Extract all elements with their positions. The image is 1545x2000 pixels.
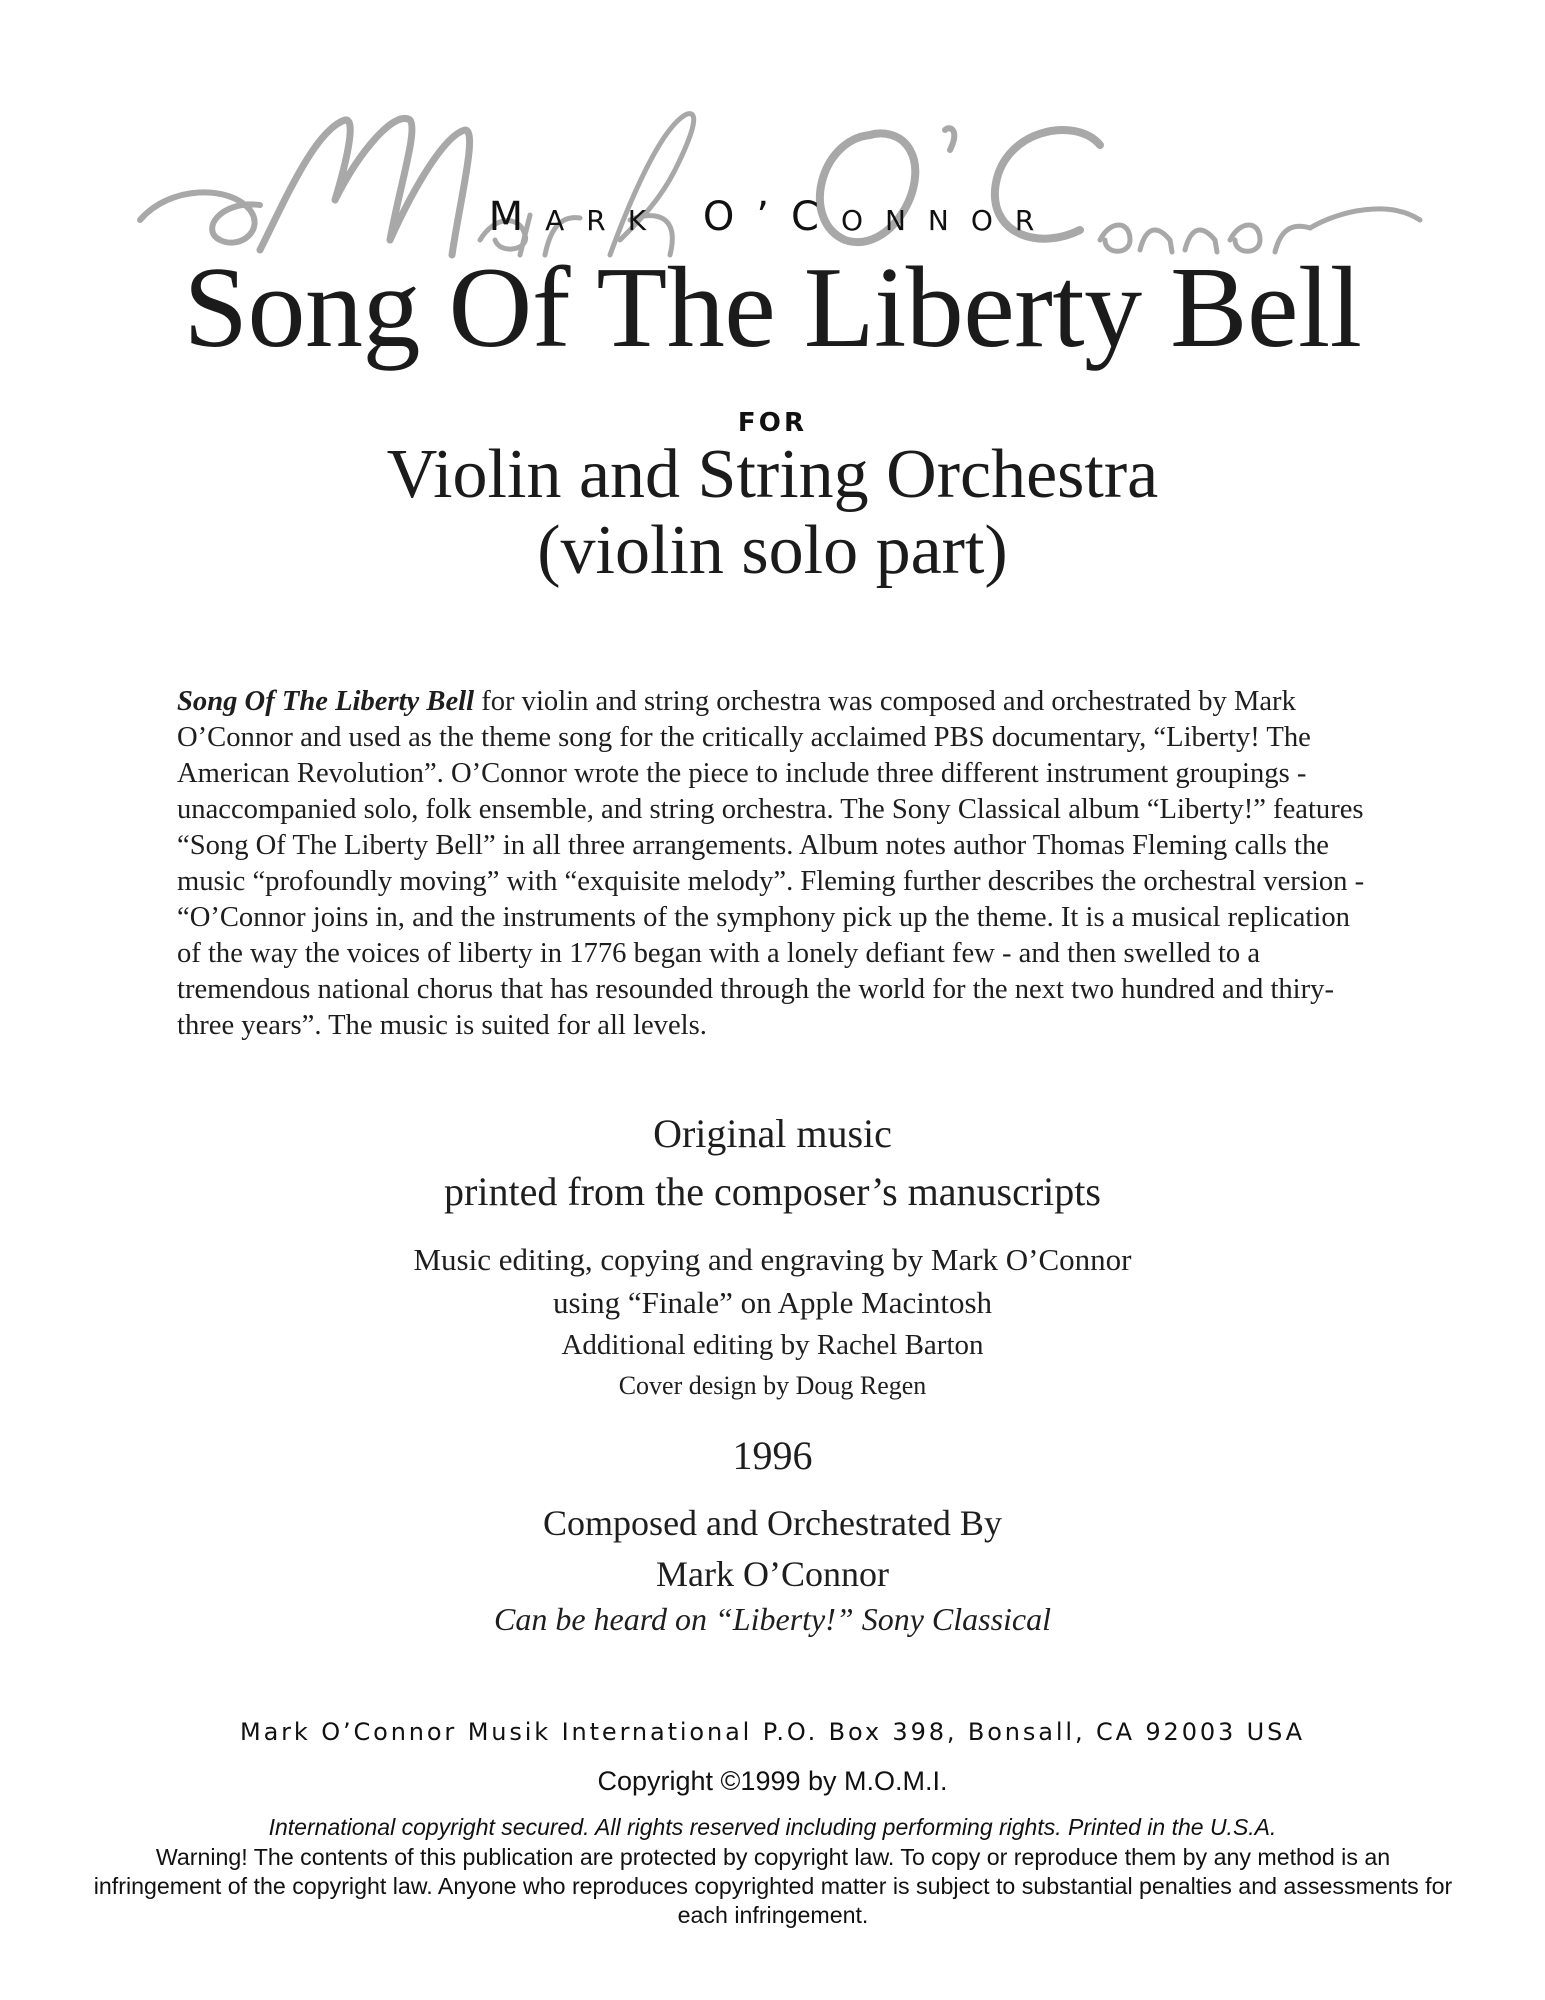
copyright-warning: Warning! The contents of this publication are protected by copyright law. To copy or reproduce them by any method is an infringement of the copyright law. Anyone who reproduces copyrighted matter is subject to substantial penalties and assessments for each infringement. (93, 1844, 1453, 1928)
description-body: for violin and string orchestra was composed and orchestrated by Mark O’Connor and used as the theme song for the critically acclaimed PBS documentary, “Liberty! The American Revolution”. O’Connor wrote the piece to include three different instrument groupings - unaccompanied solo, folk ensemble, and string orchestra. The Sony Classical album “Liberty!” features “Song Of The Liberty Bell” in all three arrangements. Album notes author Thomas Fleming calls the music “profoundly moving” with “exquisite melody”. Fleming further describes the orchestral version - “O’Connor joins in, and the instruments of the symphony pick up the theme. It is a musical replication of the way the voices of liberty in 1776 began with a lonely defiant few - and then swelled to a tremendous national chorus that has resounded through the world for the next two hundred and thiry-three years”. The music is suited for all levels. (177, 686, 1365, 1041)
composer-name: Mark O’Connor (656, 1554, 889, 1594)
international-rights-line: International copyright secured. All rights reserved including performing rights. Printed in the U.S.A. (268, 1814, 1277, 1840)
for-label: FOR (737, 408, 808, 438)
instrumentation-line: Violin and String Orchestra (386, 436, 1159, 513)
recording-note: Can be heard on “Liberty!” Sony Classical (493, 1601, 1052, 1637)
piece-title: Song Of The Liberty Bell (183, 244, 1362, 372)
copyright-line: Copyright ©1999 by M.O.M.I. (597, 1766, 948, 1796)
publisher-address: Mark O’Connor Musik International P.O. Box 398, Bonsall, CA 92003 USA (240, 1718, 1305, 1746)
editing-credit: Music editing, copying and engraving by Mark O’Connor (413, 1242, 1132, 1277)
manuscripts-line: printed from the composer’s manuscripts (444, 1169, 1101, 1214)
cover-design-credit: Cover design by Doug Regen (618, 1371, 927, 1400)
composer-name-caps: Mark O’Connor (488, 194, 1057, 240)
original-music-line: Original music (653, 1111, 892, 1156)
composed-by-label: Composed and Orchestrated By (543, 1503, 1002, 1543)
software-credit: using “Finale” on Apple Macintosh (552, 1285, 993, 1320)
additional-editing-credit: Additional editing by Rachel Barton (561, 1329, 984, 1361)
part-label: (violin solo part) (537, 512, 1008, 589)
description-paragraph (177, 684, 1367, 1044)
description-piece-title: Song Of The Liberty Bell (177, 686, 475, 717)
year: 1996 (732, 1433, 813, 1478)
